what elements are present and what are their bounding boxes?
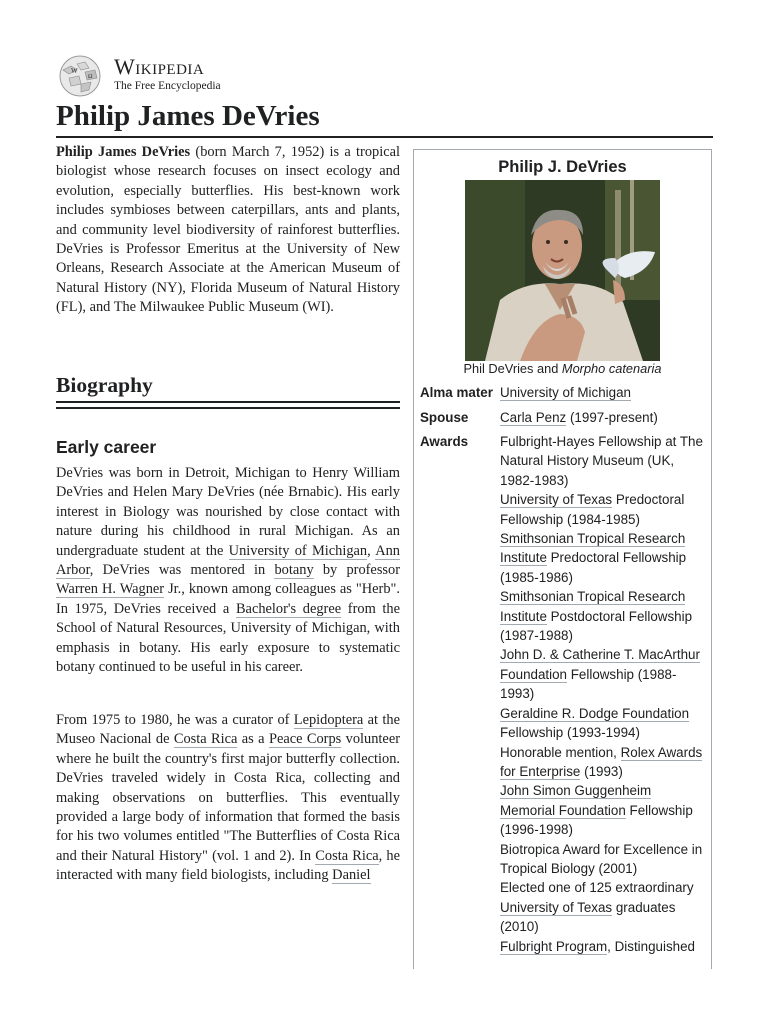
wikipedia-wordmark[interactable] [114,56,221,93]
caption-text: Phil DeVries and [463,361,562,376]
link-university-of-texas[interactable]: University of Texas [500,899,613,915]
link-smithsonian-tropical-research-institute[interactable]: Smithsonian Tropical Research Institute [500,531,686,566]
text-span: , DeVries was mentored in [89,562,275,579]
link-guggenheim-foundation[interactable]: John Simon Guggenheim Memorial Foundation [500,783,652,818]
award-item [500,743,706,782]
text-span: , [367,542,376,559]
text-span: as a [237,731,269,748]
spouse-years: (1997-present) [566,410,658,425]
intro-paragraph [56,143,400,318]
spouse-label: Spouse [420,410,469,425]
link-costa-rica[interactable]: Costa Rica [315,847,379,864]
caption-species: Morpho catenaria [561,361,662,376]
infobox-row-spouse [420,408,710,427]
infobox-row-alma-mater [420,383,710,402]
text-span: Jr., known among colleagues as "Herb". In 1975, DeVries received a [56,581,401,617]
award-item [500,529,706,587]
site-name: Wikipedia [114,54,205,79]
link-lepidoptera[interactable]: Lepidoptera [293,712,364,728]
link-botany[interactable]: botany [274,562,314,579]
intro-lead-bold: Philip James DeVries [56,144,191,160]
text-span: , he interacted with many field biologists, including [56,847,401,884]
intro-text: (born March 7, 1952) is a tropical biologist whose research focuses on insect ecology and evolution, especially butterflies. His best-known work includes symbioses between caterpillars, ants and plants, and community level biodiversity of rainforest butterflies. DeVries is Professor Emeritus at the University of New Orleans, Research Associate at the American Museum of Natural History (NY), Florida Museum of Natural History (FL), and The Milwaukee Public Museum (WI). [56,144,400,316]
text-span: at the Museo Nacional de [56,712,400,748]
link-smithsonian-tropical-research-institute[interactable]: Smithsonian Tropical Research Institute [500,589,686,624]
link-ann-arbor[interactable]: Ann Arbor [56,542,400,579]
site-tagline: The Free Encyclopedia [114,80,221,92]
award-item [500,587,706,645]
award-item [500,645,706,703]
subsection-heading-early-career: Early career [56,437,157,457]
link-carla-penz[interactable]: Carla Penz [500,410,567,425]
award-item [500,878,706,936]
alma-mater-label: Alma mater [420,385,493,400]
link-university-of-texas[interactable]: University of Texas [500,492,613,508]
award-text: Biotropica Award for Excellence in Tropical Biology (2001) [500,841,703,876]
award-text: graduates (2010) [500,899,676,935]
text-span: by professor [313,562,401,579]
text-span: DeVries was born in Detroit, Michigan to Henry William DeVries and Helen Mary DeVries (née Brnabic). His early interest in Biology was nourished by close contact with nature during his childhood in rural Michigan. As an undergraduate student at the [56,465,400,559]
text-span: from the School of Natural Resources, University of Michigan, with emphasis in botany. His early exposure to systematic botany continued to be useful in his career. [56,600,401,676]
award-item [500,840,706,879]
award-item [500,937,706,956]
award-text: Fellowship (1988-1993) [500,666,677,702]
title-divider [56,136,713,138]
infobox-title: Philip J. DeVries [498,158,627,176]
text-span: From 1975 to 1980, he was a curator of [56,712,294,728]
link-fulbright-program[interactable]: Fulbright Program [500,938,608,954]
link-macarthur-foundation[interactable]: John D. & Catherine T. MacArthur Foundation [500,647,700,682]
awards-label: Awards [420,434,469,449]
link-university-of-michigan[interactable]: University of Michigan [500,385,631,400]
award-text: (1993) [580,763,623,779]
award-text: Honorable mention, [500,744,621,760]
photo-caption [414,360,711,378]
text-span: volunteer where he built the country's first major butterfly collection. DeVries traveled widely in Costa Rica, collecting and making observations on butterflies. This eventually provided a large body of information that formed the basis for his two volumes entitled "The Butterflies of Costa Rica and their Natural History" (vol. 1 and 2). In [56,731,400,864]
award-text: Fellowship (1996-1998) [500,802,693,838]
link-bachelors-degree[interactable]: Bachelor's degree [235,600,342,617]
svg-text:Ω: Ω [88,74,93,80]
infobox [413,149,712,969]
early-career-paragraph-1 [56,464,400,677]
award-text: , Distinguished [607,938,696,954]
link-costa-rica[interactable]: Costa Rica [173,731,238,748]
section-divider [56,401,400,403]
award-item [500,490,706,529]
award-text: Predoctoral Fellowship (1984-1985) [500,492,685,527]
section-heading-biography: Biography [56,373,153,397]
svg-text:W: W [71,67,78,75]
link-peace-corps[interactable]: Peace Corps [268,731,342,748]
link-geraldine-r-dodge-foundation[interactable]: Geraldine R. Dodge Foundation [500,705,690,721]
link-warren-h-wagner[interactable]: Warren H. Wagner [56,581,165,598]
award-item [500,781,706,839]
award-text: Fulbright-Hayes Fellowship at The Natural History Museum (UK, 1982-1983) [500,434,703,488]
awards-list [500,432,706,956]
link-rolex-awards[interactable]: Rolex Awards for Enterprise [500,744,703,779]
wikipedia-globe-logo[interactable] [55,54,105,98]
award-text: Postdoctoral Fellowship (1987-1988) [500,608,693,644]
section-divider [56,407,400,409]
early-career-paragraph-2 [56,711,400,886]
award-item [500,432,706,490]
portrait-photo[interactable] [465,180,660,361]
award-text: Fellowship (1993-1994) [500,725,640,741]
page-title: Philip James DeVries [56,100,320,132]
link-daniel[interactable]: Daniel [332,867,371,884]
award-text: Predoctoral Fellowship (1985-1986) [500,550,687,585]
link-university-of-michigan[interactable]: University of Michigan [228,542,368,559]
award-text: Elected one of 125 extraordinary [500,880,694,896]
infobox-row-awards [420,432,710,956]
award-item [500,704,706,743]
